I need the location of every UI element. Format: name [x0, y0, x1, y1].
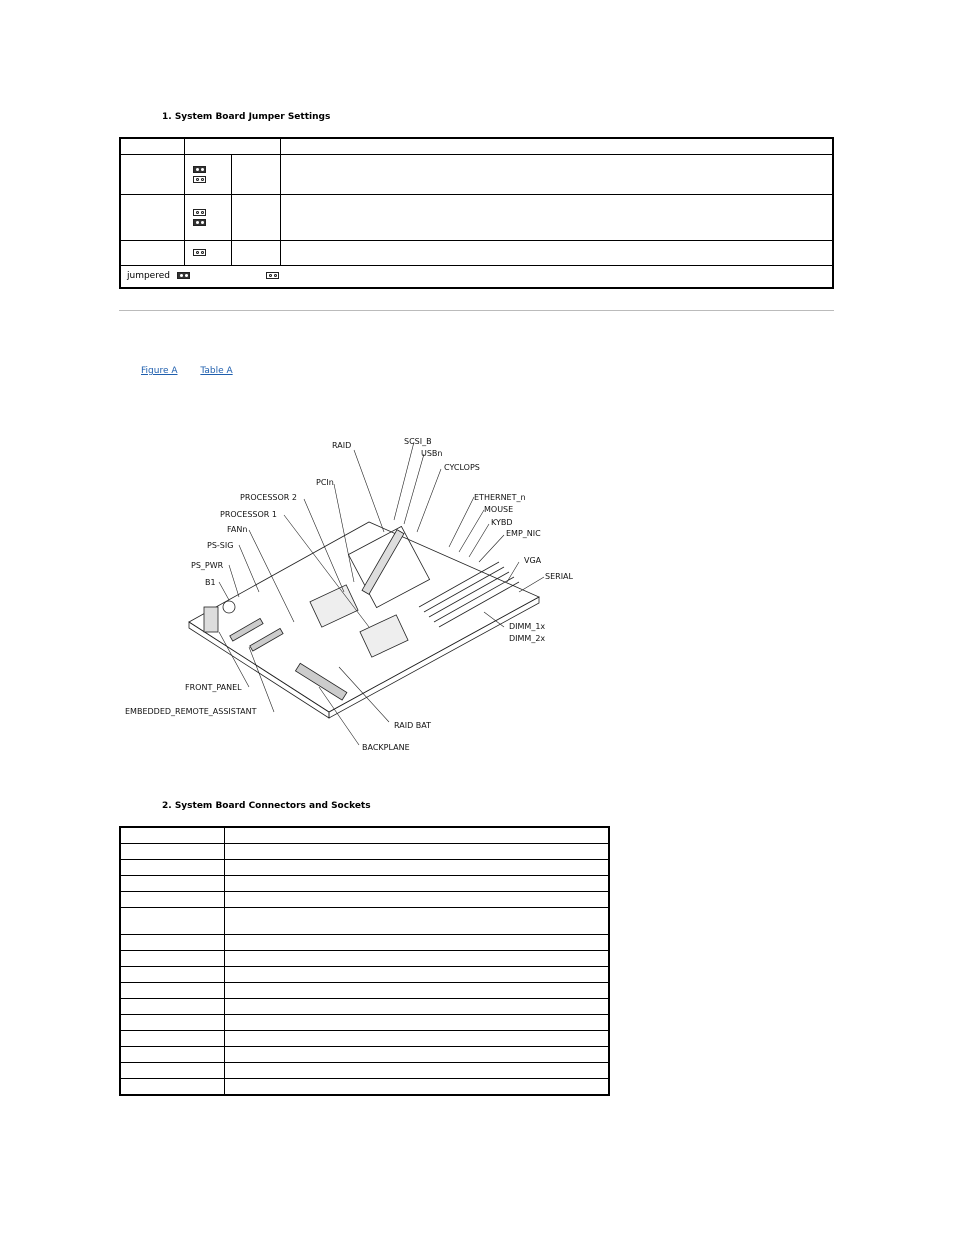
- figure-a-link[interactable]: Figure A: [141, 366, 178, 376]
- system-board-diagram: [119, 432, 589, 757]
- connectors-table: [119, 826, 610, 1096]
- unjumpered-icon: [193, 176, 206, 183]
- label-emp-nic: EMP_NIC: [506, 529, 541, 538]
- label-kybd: KYBD: [491, 518, 513, 527]
- label-mouse: MOUSE: [484, 505, 514, 514]
- table-row: [120, 967, 609, 983]
- connector-table-caption: 2. System Board Connectors and Sockets: [162, 801, 371, 811]
- label-dimm-1x: DIMM_1x: [509, 622, 546, 631]
- table-row: [120, 194, 833, 240]
- label-ps-sig: PS-SIG: [207, 541, 234, 550]
- table-row: [120, 1015, 609, 1031]
- table-row: [120, 1079, 609, 1096]
- label-vga: VGA: [524, 556, 542, 565]
- table-row: [120, 999, 609, 1015]
- table-row: [120, 1047, 609, 1063]
- ps-connector: [204, 607, 218, 632]
- label-b1: B1: [205, 578, 216, 587]
- label-processor-2: PROCESSOR 2: [240, 493, 297, 502]
- table-row: [120, 935, 609, 951]
- label-front-panel: FRONT_PANEL: [185, 683, 242, 692]
- label-ethernet: ETHERNET_n: [474, 493, 526, 502]
- jumper-legend: [120, 265, 833, 288]
- label-processor-1: PROCESSOR 1: [220, 510, 277, 519]
- jumper-table-caption: 1. System Board Jumper Settings: [162, 112, 331, 122]
- jumpered-icon: [177, 272, 190, 279]
- unjumpered-icon: [266, 272, 279, 279]
- table-row: [120, 240, 833, 265]
- reference-links: [141, 366, 253, 376]
- table-row: [120, 1031, 609, 1047]
- table-row: [120, 827, 609, 844]
- label-dimm-2x: DIMM_2x: [509, 634, 546, 643]
- jumper-settings-table: [119, 137, 834, 289]
- table-row: [120, 892, 609, 908]
- label-embedded-remote-assistant: EMBEDDED_REMOTE_ASSISTANT: [125, 707, 257, 716]
- label-serial: SERIAL: [545, 572, 573, 581]
- unjumpered-icon: [193, 249, 206, 256]
- label-pci: PCIn: [316, 478, 334, 487]
- section-divider: [119, 310, 834, 311]
- legend-jumpered-label: jumpered: [127, 271, 170, 282]
- table-a-link[interactable]: Table A: [200, 366, 233, 376]
- table-row: [120, 983, 609, 999]
- unjumpered-icon: [193, 209, 206, 216]
- table-row: [120, 1063, 609, 1079]
- jumpered-icon: [193, 166, 206, 173]
- label-scsi-b: SCSI_B: [404, 437, 432, 446]
- table-row: [120, 138, 833, 154]
- label-cyclops: CYCLOPS: [444, 463, 480, 472]
- label-fan: FANn: [227, 525, 248, 534]
- label-usb: USBn: [421, 449, 443, 458]
- table-row: [120, 860, 609, 876]
- table-row: [120, 908, 609, 935]
- table-row: [120, 951, 609, 967]
- label-backplane: BACKPLANE: [362, 743, 410, 752]
- table-row: [120, 154, 833, 194]
- table-row: [120, 265, 833, 288]
- label-ps-pwr: PS_PWR: [191, 561, 224, 570]
- table-row: [120, 876, 609, 892]
- jumpered-icon: [193, 219, 206, 226]
- table-row: [120, 844, 609, 860]
- label-raid: RAID: [332, 441, 352, 450]
- label-raid-bat: RAID BAT: [394, 721, 431, 730]
